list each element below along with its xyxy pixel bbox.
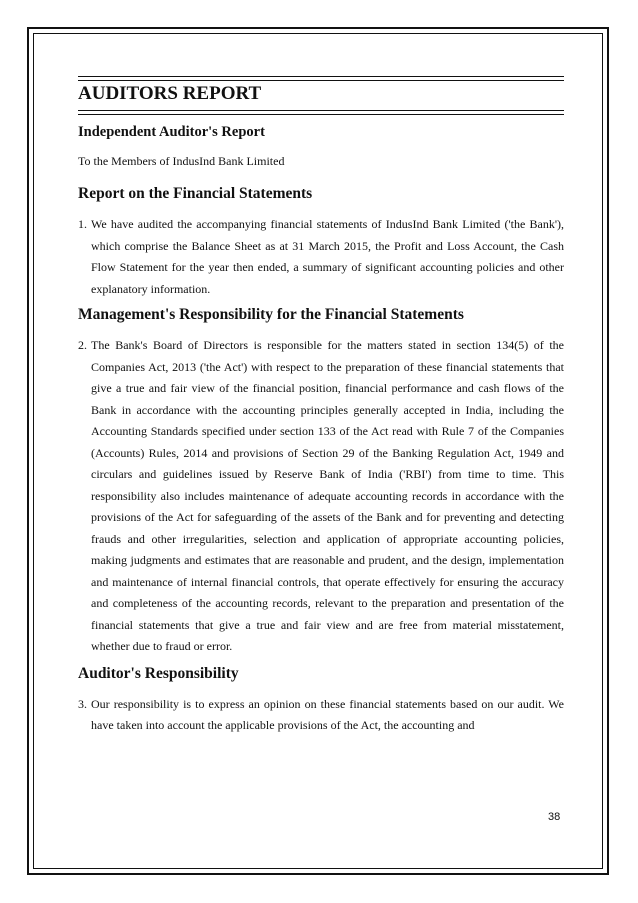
paragraph-1	[78, 214, 564, 300]
section-heading-management-responsibility: Management's Responsibility for the Financial Statements	[78, 306, 464, 323]
addressee-line: To the Members of IndusInd Bank Limited	[78, 154, 285, 168]
page-number: 38	[548, 811, 561, 823]
paragraph-number: 3.	[78, 696, 87, 711]
report-content	[78, 79, 564, 737]
paragraph-text: Our responsibility is to express an opinion on these financial statements based on our audit. We have taken into account the applicable provisions of the Act, the accounting and	[91, 696, 564, 732]
section-heading-auditor-responsibility: Auditor's Responsibility	[78, 664, 239, 682]
paragraph-text: The Bank's Board of Directors is responsible for the matters stated in section 134(5) of the Companies Act, 2013 ('the Act') with respect to the preparation of these financial statements that give a true and fair view of the financial position, financial performance and cash flows of the Bank in accordance with the accounting principles generally accepted in India, including the Accounting Standards specified under section 133 of the Act read with Rule 7 of the Companies (Accounts) Rules, 2014 and provisions of Section 29 of the Banking Regulation Act, 1949 and circulars and guidelines issued by Reserve Bank of India ('RBI') from time to time. This responsibility also includes maintenance of adequate accounting records in accordance with the provisions of the Act for safeguarding of the assets of the Bank and for preventing and detecting frauds and other irregularities, selection and application of appropriate accounting policies, making judgments and estimates that are reasonable and prudent, and the design, implementation and maintenance of internal financial controls, that operate effectively for ensuring the accuracy and completeness of the accounting records, relevant to the preparation and presentation of the financial statements that give a true and fair view and are free from material misstatement, whether due to fraud or error.	[91, 338, 564, 653]
paragraph-text: We have audited the accompanying financial statements of IndusInd Bank Limited ('the Bank'), which comprise the Balance Sheet as at 31 March 2015, the Profit and Loss Account, the Cash Flow Statement for the year then ended, a summary of significant accounting policies and other explanatory information.	[91, 217, 564, 296]
report-subtitle: Independent Auditor's Report	[78, 124, 265, 140]
paragraph-number: 1.	[78, 217, 87, 231]
paragraph-2	[78, 335, 564, 658]
report-title: AUDITORS REPORT	[78, 83, 262, 104]
paragraph-number: 2.	[78, 338, 87, 352]
section-heading-financial-statements: Report on the Financial Statements	[78, 185, 313, 202]
paragraph-3	[78, 694, 564, 737]
